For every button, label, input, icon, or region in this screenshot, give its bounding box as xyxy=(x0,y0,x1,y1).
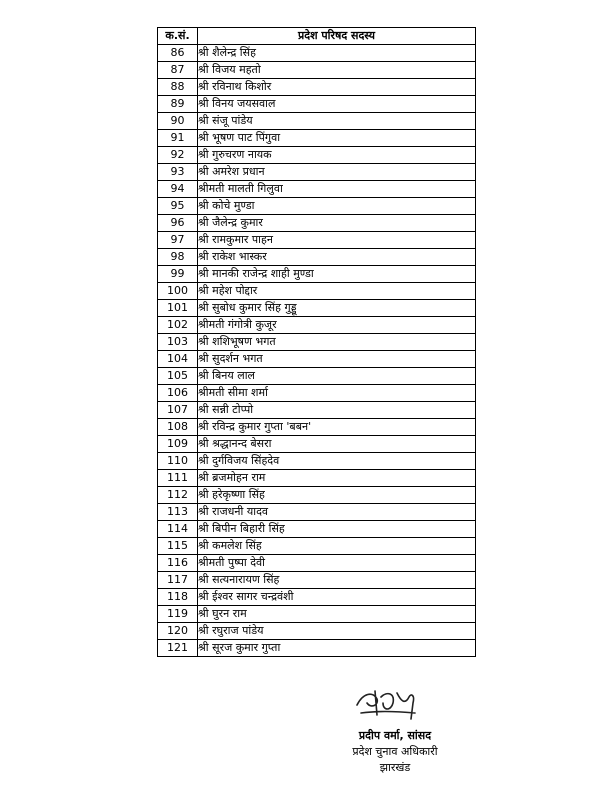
table-row xyxy=(158,113,476,130)
member-name-cell: श्री संजू पांडेय xyxy=(198,113,476,130)
serial-number-header: क.सं. xyxy=(158,28,198,45)
table-row xyxy=(158,300,476,317)
serial-number-cell: 96 xyxy=(158,215,198,232)
serial-number-cell: 118 xyxy=(158,589,198,606)
table-row xyxy=(158,79,476,96)
table-row xyxy=(158,606,476,623)
table-row xyxy=(158,555,476,572)
member-name-cell: श्री ईश्वर सागर चन्द्रवंशी xyxy=(198,589,476,606)
member-name-cell: श्री ब्रजमोहन राम xyxy=(198,470,476,487)
table-row xyxy=(158,232,476,249)
table-row xyxy=(158,368,476,385)
signatory-name: प्रदीप वर्मा, सांसद xyxy=(358,729,432,742)
table-row xyxy=(158,62,476,79)
serial-number-cell: 103 xyxy=(158,334,198,351)
serial-number-cell: 105 xyxy=(158,368,198,385)
table-row xyxy=(158,640,476,657)
serial-number-cell: 119 xyxy=(158,606,198,623)
table-row xyxy=(158,470,476,487)
member-name-cell: श्री शशिभूषण भगत xyxy=(198,334,476,351)
member-name-cell: श्री सुबोध कुमार सिंह गुड्डू xyxy=(198,300,476,317)
member-name-cell: श्री शैलेन्द्र सिंह xyxy=(198,45,476,62)
serial-number-cell: 94 xyxy=(158,181,198,198)
table-row xyxy=(158,419,476,436)
serial-number-cell: 111 xyxy=(158,470,198,487)
member-name-cell: श्रीमती सीमा शर्मा xyxy=(198,385,476,402)
table-row xyxy=(158,402,476,419)
serial-number-cell: 101 xyxy=(158,300,198,317)
table-row xyxy=(158,334,476,351)
member-name-cell: श्री रविनाथ किशोर xyxy=(198,79,476,96)
member-name-cell: श्रीमती गंगोत्री कुजूर xyxy=(198,317,476,334)
serial-number-cell: 108 xyxy=(158,419,198,436)
table-row xyxy=(158,215,476,232)
serial-number-cell: 109 xyxy=(158,436,198,453)
table-row xyxy=(158,351,476,368)
member-name-cell: श्री कोचे मुण्डा xyxy=(198,198,476,215)
table-header-row xyxy=(158,28,476,45)
table-row xyxy=(158,164,476,181)
serial-number-cell: 87 xyxy=(158,62,198,79)
member-name-cell: श्री जैलेन्द्र कुमार xyxy=(198,215,476,232)
serial-number-cell: 98 xyxy=(158,249,198,266)
member-name-cell: श्री भूषण पाट पिंगुवा xyxy=(198,130,476,147)
member-name-cell: श्री रविन्द्र कुमार गुप्ता 'बबन' xyxy=(198,419,476,436)
serial-number-cell: 95 xyxy=(158,198,198,215)
table-row xyxy=(158,385,476,402)
table-row xyxy=(158,249,476,266)
member-name-cell: श्रीमती मालती गिलुवा xyxy=(198,181,476,198)
table-row xyxy=(158,572,476,589)
serial-number-cell: 99 xyxy=(158,266,198,283)
table-row xyxy=(158,538,476,555)
table-row xyxy=(158,504,476,521)
member-name-cell: श्री विजय महतो xyxy=(198,62,476,79)
signatory-designation: प्रदेश चुनाव अधिकारी xyxy=(352,745,438,758)
member-name-cell: श्री अमरेश प्रधान xyxy=(198,164,476,181)
table-row xyxy=(158,147,476,164)
serial-number-cell: 114 xyxy=(158,521,198,538)
member-name-cell: श्री हरेकृष्णा सिंह xyxy=(198,487,476,504)
serial-number-cell: 120 xyxy=(158,623,198,640)
member-name-cell: श्री दुर्गविजय सिंहदेव xyxy=(198,453,476,470)
serial-number-cell: 100 xyxy=(158,283,198,300)
serial-number-cell: 117 xyxy=(158,572,198,589)
member-name-cell: श्री विनय जयसवाल xyxy=(198,96,476,113)
member-name-cell: श्री कमलेश सिंह xyxy=(198,538,476,555)
member-name-cell: श्री घुरन राम xyxy=(198,606,476,623)
member-name-cell: श्री बिनय लाल xyxy=(198,368,476,385)
table-row xyxy=(158,181,476,198)
serial-number-cell: 107 xyxy=(158,402,198,419)
member-name-cell: श्री सूरज कुमार गुप्ता xyxy=(198,640,476,657)
serial-number-cell: 115 xyxy=(158,538,198,555)
table-row xyxy=(158,453,476,470)
table-row xyxy=(158,266,476,283)
table-row xyxy=(158,45,476,62)
member-name-cell: श्री सुदर्शन भगत xyxy=(198,351,476,368)
table-row xyxy=(158,317,476,334)
member-name-cell: श्री महेश पोद्दार xyxy=(198,283,476,300)
member-name-header: प्रदेश परिषद सदस्य xyxy=(198,28,476,45)
table-row xyxy=(158,623,476,640)
serial-number-cell: 88 xyxy=(158,79,198,96)
member-name-cell: श्री सत्यनारायण सिंह xyxy=(198,572,476,589)
serial-number-cell: 92 xyxy=(158,147,198,164)
handwritten-signature xyxy=(353,683,419,723)
serial-number-cell: 112 xyxy=(158,487,198,504)
serial-number-cell: 91 xyxy=(158,130,198,147)
table-row xyxy=(158,198,476,215)
member-name-cell: श्री राकेश भास्कर xyxy=(198,249,476,266)
serial-number-cell: 90 xyxy=(158,113,198,130)
members-table xyxy=(157,27,476,657)
member-name-cell: श्री रघुराज पांडेय xyxy=(198,623,476,640)
serial-number-cell: 110 xyxy=(158,453,198,470)
member-name-cell: श्री बिपीन बिहारी सिंह xyxy=(198,521,476,538)
serial-number-cell: 113 xyxy=(158,504,198,521)
serial-number-cell: 106 xyxy=(158,385,198,402)
signature-block xyxy=(320,728,470,776)
table-row xyxy=(158,130,476,147)
member-name-cell: श्री रामकुमार पाहन xyxy=(198,232,476,249)
member-name-cell: श्री मानकी राजेन्द्र शाही मुण्डा xyxy=(198,266,476,283)
serial-number-cell: 104 xyxy=(158,351,198,368)
table-row xyxy=(158,283,476,300)
member-name-cell: श्रीमती पुष्पा देवी xyxy=(198,555,476,572)
serial-number-cell: 121 xyxy=(158,640,198,657)
serial-number-cell: 102 xyxy=(158,317,198,334)
member-name-cell: श्री गुरुचरण नायक xyxy=(198,147,476,164)
serial-number-cell: 89 xyxy=(158,96,198,113)
member-name-cell: श्री राजधनी यादव xyxy=(198,504,476,521)
member-name-cell: श्री सन्नी टोप्पो xyxy=(198,402,476,419)
member-name-cell: श्री श्रद्धानन्द बेसरा xyxy=(198,436,476,453)
serial-number-cell: 116 xyxy=(158,555,198,572)
table-body xyxy=(158,45,476,657)
table-row xyxy=(158,487,476,504)
table-row xyxy=(158,436,476,453)
table-row xyxy=(158,521,476,538)
serial-number-cell: 86 xyxy=(158,45,198,62)
serial-number-cell: 93 xyxy=(158,164,198,181)
table-row xyxy=(158,96,476,113)
serial-number-cell: 97 xyxy=(158,232,198,249)
signatory-state: झारखंड xyxy=(379,761,411,774)
table-row xyxy=(158,589,476,606)
